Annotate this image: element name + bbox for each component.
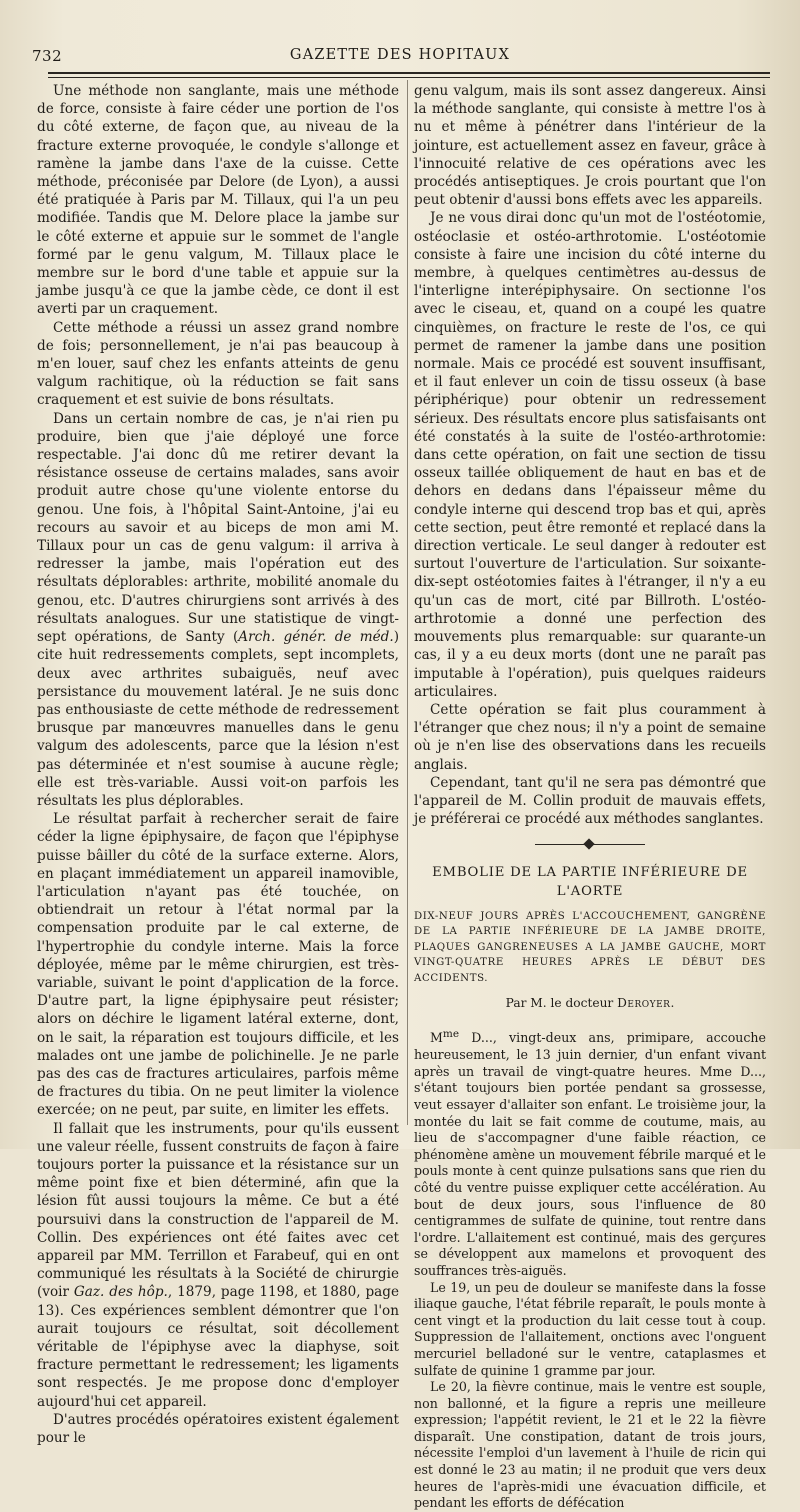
article-title: EMBOLIE DE LA PARTIE INFÉRIEURE DE L'AORTE [432,865,748,899]
left-column [37,82,399,1447]
paragraph: Le 20, la fièvre continue, mais le ventre est souple, non ballonné, et la figure a repris une meilleure expression; l'appétit revient, le 21 et le 22 la fièvre disparaît. Une constipation, datant de trois jours, nécessite l'emploi d'un lavement à l'huile de ricin qui est donné le 23 au matin; il ne produit que vers deux heures de l'après-midi une évacuation difficile, et pendant les efforts de défécation [414,1379,766,1511]
paragraph: Dans un certain nombre de cas, je n'ai rien pu produire, bien que j'aie déployé une force respectable. J'ai donc dû me retirer devant la résistance osseuse de certains malades, sans avoir produit autre chose qu'une violente entorse du genou. Une fois, à l'hôpital Saint-Antoine, j'ai eu recours au savoir et au biceps de mon ami M. Tillaux pour un cas de genu valgum: il arriva à redresser la jambe, mais l'opération eut des résultats déplorables: arthrite, mobilité anomale du genou, etc. D'autres chirurgiens sont arrivés à des résultats analogues. Sur une statistique de vingt-sept opérations, de Santy (Arch. génér. de méd.) cite huit redressements complets, sept incomplets, deux avec arthrites subaiguës, neuf avec persistance du mouvement latéral. Je ne suis donc pas enthousiaste de cette méthode de redressement brusque par manœuvres manuelles dans le genu valgum des adolescents, parce que la lésion n'est pas déterminée et n'est soumise à aucune règle; elle est très-variable. Aussi voit-on parfois les résultats les plus déplorables. [37,410,400,809]
paragraph: Cette opération se fait plus couramment à l'étranger que chez nous; il n'y a point de semaine où je n'en lise des observations dans les recueils anglais. [414,701,766,773]
ornament-diamond [583,839,594,850]
page-number: 732 [32,47,63,65]
article-subtitle: DIX-NEUF JOURS APRÈS L'ACCOUCHEMENT, GANGRÈNE DE LA PARTIE INFÉRIEURE DE LA JAMBE DROITE, PLAQUES GANGRENEUSES A LA JAMBE GAUCHE, MORT VINGT-QUATRE HEURES APRÈS LE DÉBUT DES ACCIDENTS. [414,910,766,984]
page-header [30,44,770,68]
running-title: GAZETTE DES HOPITAUX [289,47,511,63]
paragraph: Le 19, un peu de douleur se manifeste dans la fosse iliaque gauche, l'état fébrile reparaît, le pouls monte à cent vingt et la production du lait cesse tout à coup. Suppression de l'allaitement, onctions avec l'onguent mercuriel belladoné sur le ventre, cataplasmes et sulfate de quinine 1 gramme par jour. [414,1279,766,1378]
right-column [414,82,766,1512]
paragraph: Une méthode non sanglante, mais une méthode de force, consiste à faire céder une portion de l'os du côté externe, de façon que, au niveau de la fracture externe provoquée, le condyle s'allonge et ramène la jambe dans l'axe de la cuisse. Cette méthode, préconisée par Delore (de Lyon), a aussi été pratiquée à Paris par M. Tillaux, qui l'a un peu modifiée. Tandis que M. Delore place la jambe sur le côté externe et appuie sur le sommet de l'angle formé par le genu valgum, M. Tillaux place le membre sur le bord d'une table et appuie sur la jambe jusqu'à ce que la jambe cède, ce dont il est averti par un craquement. [37,83,399,318]
paragraph: D'autres procédés opératoires existent également pour le [37,1411,399,1447]
byline: Par M. le docteur Deroyer. [505,996,675,1011]
paragraph: genu valgum, mais ils sont assez dangereux. Ainsi la méthode sanglante, qui consiste à mettre l'os à nu et même à pénétrer dans l'intérieur de la jointure, est actuellement assez en faveur, grâce à l'innocuité relative de ces opérations avec les procédés antiseptiques. Je crois pourtant que l'on peut obtenir d'aussi bons effets avec les appareils. [414,83,766,209]
author-name: Deroyer [617,996,671,1011]
paragraph: Cependant, tant qu'il ne sera pas démontré que l'appareil de M. Collin produit de mauvais effets, je préférerai ce procédé aux méthodes sanglantes. [414,774,766,828]
paragraph: $M^{me}$ D..., vingt-deux ans, primipare, accouche heureusement, le 13 juin dernier, d'un enfant vivant après un travail de vingt-quatre heures. Mme D..., s'étant toujours bien portée pendant sa grossesse, veut essayer d'allaiter son enfant. Le troisième jour, la montée du lait se fait comme de coutume, mais, au lieu de s'accompagner d'une faible réaction, ce phénomène amène un mouvement fébrile marqué et le pouls monte à cent quinze pulsations sans que rien du côté du ventre puisse expliquer cette accélération. Au bout de deux jours, sous l'influence de 80 centigrammes de sulfate de quinine, tout rentre dans l'ordre. L'allaitement est continué, mais des gerçures se développent aux mamelons et provoquent des souffrances très-aiguës. [414,1028,766,1278]
citation: Gaz. des hôp. [73,1284,168,1301]
paragraph: Je ne vous dirai donc qu'un mot de l'ostéotomie, ostéoclasie et ostéo-arthrotomie. L'ostéotomie consiste à faire une incision du côté interne du membre, à quelques centimètres au-dessus de l'interligne interépiphysaire. On sectionne l'os avec le ciseau, et, quand on a coupé les quatre cinquièmes, on fracture le reste de l'os, ce qui permet de ramener la jambe dans une position normale. Mais ce procédé est souvent insuffisant, et il faut enlever un coin de tissu osseux (à base périphérique) pour obtenir un redressement sérieux. Des résultats encore plus satisfaisants ont été constatés à la suite de l'ostéo-arthrotomie: dans cette opération, on fait une section de tissu osseux taillée obliquement de haut en bas et de dehors en dedans dans l'épaisseur même du condyle interne qui descend trop bas et qui, après cette section, peut être remonté et replacé dans la direction verticale. Le seul danger à redouter est surtout l'ouverture de l'articulation. Sur soixante-dix-sept ostéotomies faites à l'étranger, il n'y a eu qu'un cas de mort, cité par Billroth. L'ostéo-arthrotomie a donné une perfection des mouvements plus remarquable: sur quarante-un cas, il y a eu deux morts (dont une ne paraît pas imputable à l'opération), puis quelques raideurs articulaires. [414,210,766,700]
header-rule [48,72,770,74]
paragraph: Cette méthode a réussi un assez grand nombre de fois; personnellement, je n'ai pas beaucoup à m'en louer, sauf chez les enfants atteints de genu valgum rachitique, où la réduction se fait sans craquement et est suivie de bons résultats. [37,319,399,409]
citation: Arch. génér. de méd. [238,629,394,646]
section-ornament [535,840,645,850]
paragraph: Il fallait que les instruments, pour qu'ils eussent une valeur réelle, fussent construits de façon à faire toujours porter la puissance et la résistance sur un même point fixe et bien déterminé, afin que la lésion fût aussi toujours la même. Ce but a été poursuivi dans la construction de l'appareil de M. Collin. Des expériences ont été faites avec cet appareil par MM. Terrillon et Farabeuf, qui en ont communiqué les résultats à la Société de chirurgie (voir Gaz. des hôp., 1879, page 1198, et 1880, page 13). Ces expériences semblent démontrer que l'on aurait toujours ce résultat, soit décollement véritable de l'épiphyse avec la diaphyse, soit fracture permettant le redressement; les ligaments sont respectés. Je me propose donc d'employer aujourd'hui cet appareil. [37,1120,399,1410]
paragraph: Le résultat parfait à rechercher serait de faire céder la ligne épiphysaire, de façon que l'épiphyse puisse bâiller du côté de la surface externe. Alors, en plaçant immédiatement un appareil inamovible, l'articulation n'ayant pas été touchée, on obtiendrait un retour à l'état normal par la compensation produite par le cal externe, de l'hypertrophie du condyle interne. Mais la force déployée, même par le même chirurgien, est très-variable, suivant le point d'application de la force. D'autre part, la ligne épiphysaire peut résister; alors on déchire le ligament latéral externe, dont, on le sait, la réparation est toujours difficile, et les malades ont une jambe de polichinelle. Je ne parle pas des cas de fractures articulaires, parfois même de fractures du tibia. On ne peut limiter la violence exercée; on ne peut, par suite, en limiter les effets. [37,811,399,1119]
column-divider [407,80,408,1125]
header-rule-thin [48,77,770,78]
